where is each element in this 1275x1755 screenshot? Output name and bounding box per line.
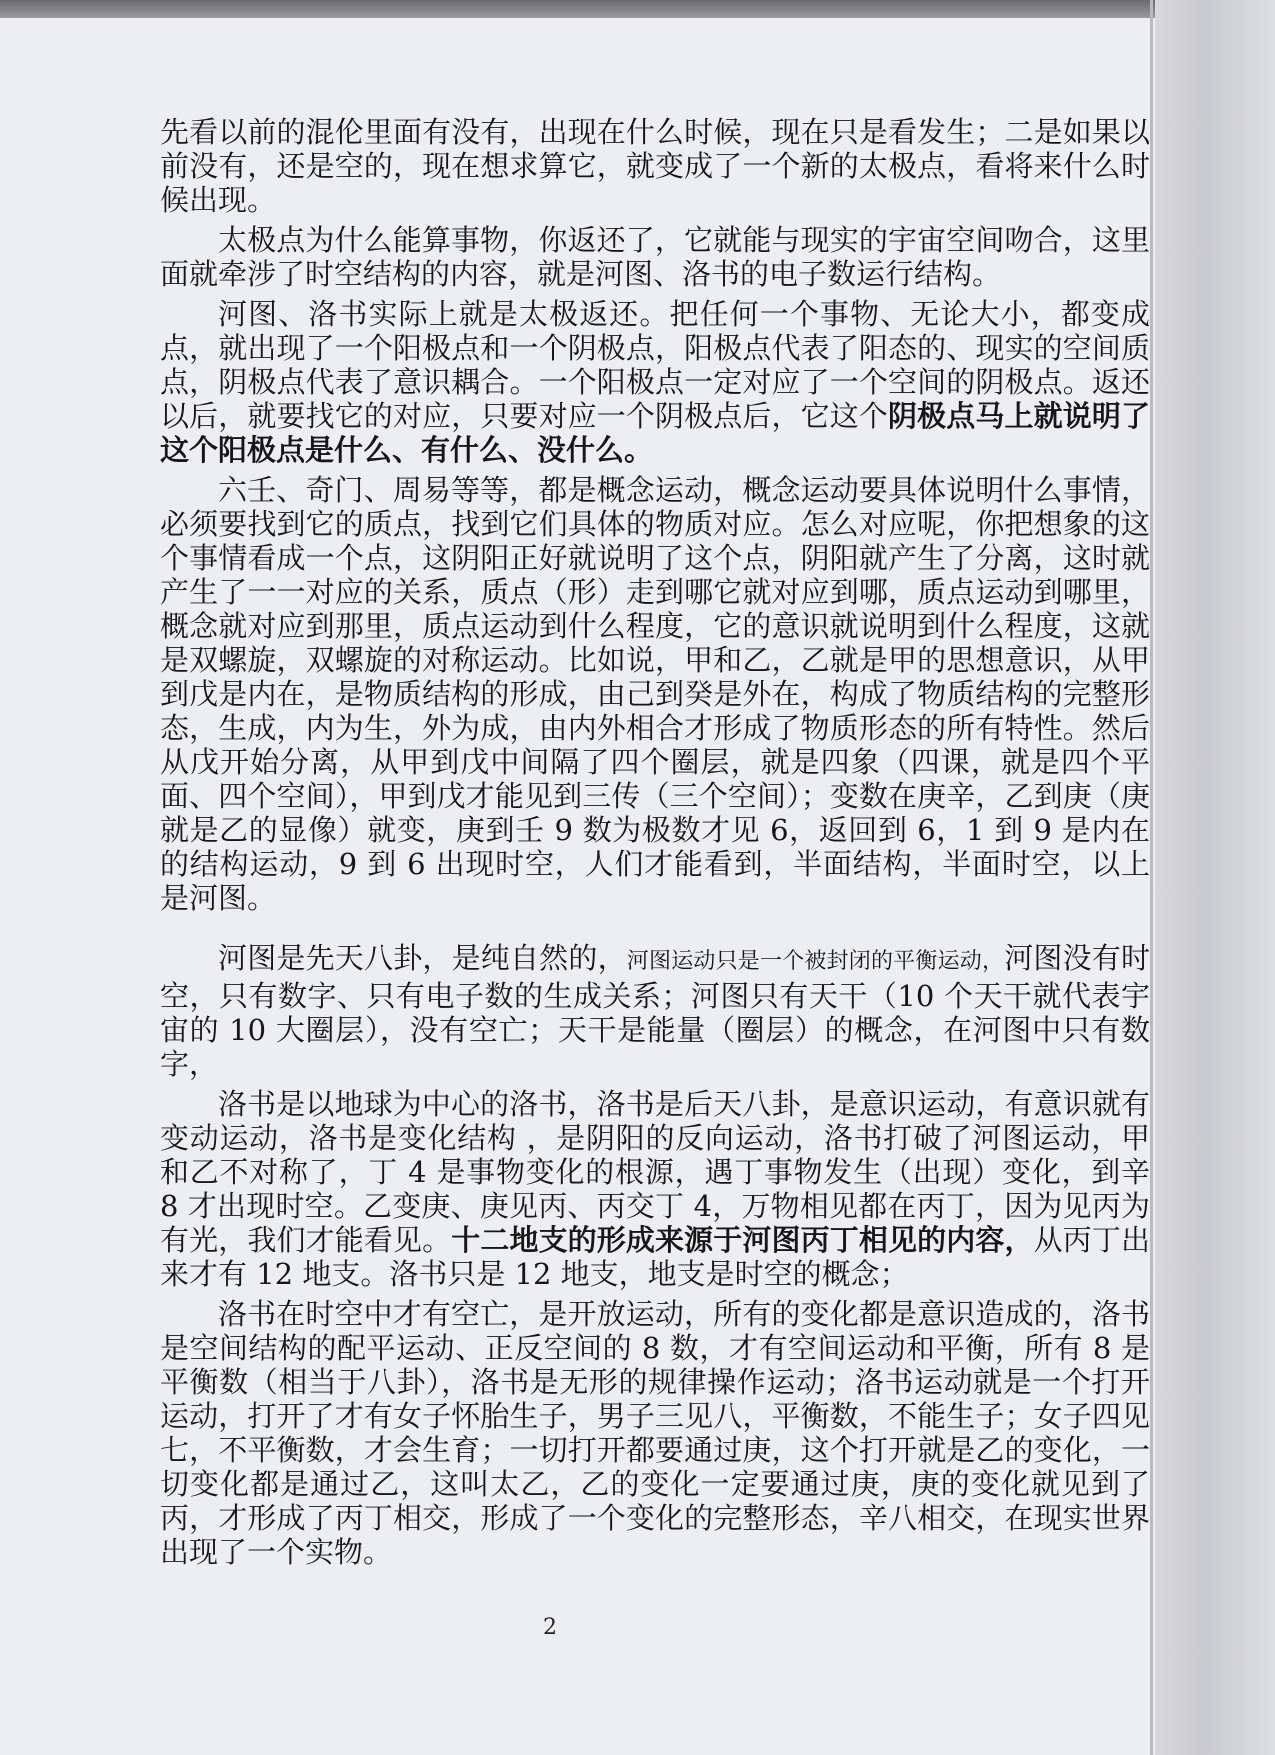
scan-top-shadow [0,0,1275,18]
paragraph-2 [160,223,1150,291]
paragraph-5-run-1: 河图是先天八卦，是纯自然的， [218,941,627,975]
book-spine-edge [1150,0,1153,1755]
body-text [160,115,1150,1575]
paragraph-1 [160,115,1150,217]
paragraph-7-run-1: 洛书在时空中才有空亡，是开放运动，所有的变化都是意识造成的，洛书是空间结构的配平运动、正反空间的 8 数，才有空间运动和平衡，所有 8 是平衡数（相当于八卦），洛书是无形的规律操作运动；洛书运动就是一个打开运动，打开了才有女子怀胎生子，男子三见八，平衡数，不能生子；女子四见七，不平衡数，才会生育；一切打开都要通过庚，这个打开就是乙的变化，一切变化都是通过乙，这叫太乙，乙的变化一定要通过庚，庚的变化就见到了丙，才形成了丙丁相交，形成了一个变化的完整形态，辛八相交，在现实世界出现了一个实物。 [160,1297,1150,1569]
paragraph-5-run-3: 河图没有时空，只有数字、只有电子数的生成关系；河图只有天干（10 个天干就代表宇宙的 10 大圈层），没有空亡；天干是能量（圈层）的概念，在河图中只有数字， [160,941,1150,1081]
paragraph-3-bold-run: 阴极点马上就说明了这个阳极点是什么、有什么、没什么。 [160,399,1150,467]
book-spine-shadow [1155,0,1275,1755]
paragraph-2-run-1: 太极点为什么能算事物，你返还了，它就能与现实的宇宙空间吻合，这里面就牵涉了时空结构的内容，就是河图、洛书的电子数运行结构。 [160,223,1150,291]
paragraph-4-run-1: 六壬、奇门、周易等等，都是概念运动，概念运动要具体说明什么事情，必须要找到它的质点，找到它们具体的物质对应。怎么对应呢，你把想象的这个事情看成一个点，这阴阳正好就说明了这个点，阴阳就产生了分离，这时就产生了一一对应的关系，质点（形）走到哪它就对应到哪，质点运动到哪里，概念就对应到那里，质点运动到什么程度，它的意识就说明到什么程度，这就是双螺旋，双螺旋的对称运动。比如说，甲和乙，乙就是甲的思想意识，从甲到戊是内在，是物质结构的形成，由己到癸是外在，构成了物质结构的完整形态，生成，内为生，外为成，由内外相合才形成了物质形态的所有特性。然后从戊开始分离，从甲到戊中间隔了四个圈层，就是四象（四课，就是四个平面、四个空间），甲到戊才能见到三传（三个空间）；变数在庚辛，乙到庚（庚就是乙的显像）就变，庚到壬 9 数为极数才见 6，返回到 6，1 到 9 是内在的结构运动，9 到 6 出现时空，人们才能看到，半面结构，半面时空，以上是河图。 [160,473,1150,915]
paragraph-6 [160,1087,1150,1291]
paragraph-6-run-3: 从丙丁出来才有 12 地支。洛书只是 12 地支，地支是时空的概念； [160,1223,1150,1291]
page-number: 2 [543,1615,557,1640]
paragraph-5 [160,941,1150,1081]
paragraph-1-run-1: 先看以前的混伦里面有没有，出现在什么时候，现在只是看发生；二是如果以前没有，还是空的，现在想求算它，就变成了一个新的太极点，看将来什么时候出现。 [160,115,1150,217]
paragraph-3-run-1: 河图、洛书实际上就是太极返还。把任何一个事物、无论大小，都变成点，就出现了一个阳极点和一个阴极点，阳极点代表了阳态的、现实的空间质点，阴极点代表了意识耦合。一个阳极点一定对应了一个空间的阴极点。返还以后，就要找它的对应，只要对应一个阴极点后，它这个 [160,297,1150,433]
paragraph-3 [160,297,1150,467]
paragraph-5-small-run: 河图运动只是一个被封闭的平衡运动， [626,949,1005,974]
paragraph-4 [160,473,1150,915]
paragraph-6-run-1: 洛书是以地球为中心的洛书，洛书是后天八卦，是意识运动，有意识就有变动运动，洛书是变化结构 ，是阴阳的反向运动，洛书打破了河图运动，甲和乙不对称了，丁 4 是事物变化的根源，遇丁事物发生（出现）变化，到辛 8 才出现时空。乙变庚、庚见丙、丙交丁 4，万物相见都在丙丁，因为见丙为有光，我们才能看见。 [160,1087,1150,1257]
paragraph-7 [160,1297,1150,1569]
paragraph-6-bold-run: 十二地支的形成来源于河图丙丁相见的内容， [451,1223,1034,1257]
